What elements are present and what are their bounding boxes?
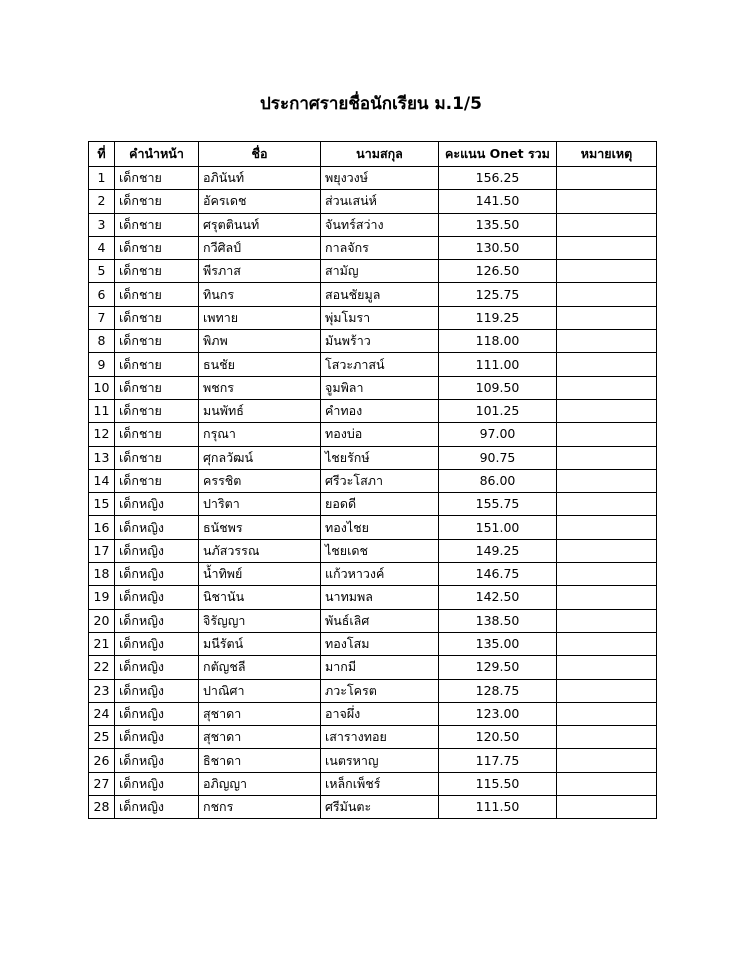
cell-prefix: เด็กหญิง bbox=[115, 679, 199, 702]
cell-no: 1 bbox=[89, 167, 115, 190]
cell-last-name: ไชยเดช bbox=[321, 539, 439, 562]
cell-score: 120.50 bbox=[439, 726, 557, 749]
cell-note bbox=[557, 376, 657, 399]
cell-note bbox=[557, 772, 657, 795]
cell-no: 19 bbox=[89, 586, 115, 609]
header-first-name: ชื่อ bbox=[199, 142, 321, 167]
cell-no: 26 bbox=[89, 749, 115, 772]
table-row bbox=[89, 283, 657, 306]
cell-note bbox=[557, 213, 657, 236]
cell-first-name: กชกร bbox=[199, 796, 321, 819]
cell-last-name: เหล็กเพ็ชร์ bbox=[321, 772, 439, 795]
cell-last-name: สามัญ bbox=[321, 260, 439, 283]
cell-first-name: อัครเดช bbox=[199, 190, 321, 213]
cell-no: 13 bbox=[89, 446, 115, 469]
header-no: ที่ bbox=[89, 142, 115, 167]
cell-no: 22 bbox=[89, 656, 115, 679]
cell-prefix: เด็กหญิง bbox=[115, 539, 199, 562]
header-prefix: คำนำหน้า bbox=[115, 142, 199, 167]
cell-note bbox=[557, 726, 657, 749]
cell-first-name: สุชาดา bbox=[199, 726, 321, 749]
header-score: คะแนน Onet รวม bbox=[439, 142, 557, 167]
cell-prefix: เด็กหญิง bbox=[115, 632, 199, 655]
cell-prefix: เด็กชาย bbox=[115, 423, 199, 446]
cell-no: 9 bbox=[89, 353, 115, 376]
cell-no: 25 bbox=[89, 726, 115, 749]
cell-score: 151.00 bbox=[439, 516, 557, 539]
cell-score: 90.75 bbox=[439, 446, 557, 469]
cell-note bbox=[557, 283, 657, 306]
cell-note bbox=[557, 609, 657, 632]
cell-prefix: เด็กหญิง bbox=[115, 586, 199, 609]
cell-prefix: เด็กหญิง bbox=[115, 702, 199, 725]
cell-score: 111.50 bbox=[439, 796, 557, 819]
cell-note bbox=[557, 702, 657, 725]
cell-no: 4 bbox=[89, 236, 115, 259]
cell-first-name: น้ำทิพย์ bbox=[199, 563, 321, 586]
cell-note bbox=[557, 446, 657, 469]
cell-last-name: จูมพิลา bbox=[321, 376, 439, 399]
cell-score: 125.75 bbox=[439, 283, 557, 306]
table-row bbox=[89, 306, 657, 329]
cell-note bbox=[557, 306, 657, 329]
cell-first-name: พชกร bbox=[199, 376, 321, 399]
cell-score: 138.50 bbox=[439, 609, 557, 632]
table-row bbox=[89, 423, 657, 446]
header-last-name: นามสกุล bbox=[321, 142, 439, 167]
cell-first-name: อภิญญา bbox=[199, 772, 321, 795]
cell-prefix: เด็กหญิง bbox=[115, 796, 199, 819]
cell-prefix: เด็กหญิง bbox=[115, 656, 199, 679]
cell-no: 24 bbox=[89, 702, 115, 725]
table-body bbox=[89, 167, 657, 819]
cell-no: 17 bbox=[89, 539, 115, 562]
cell-no: 2 bbox=[89, 190, 115, 213]
cell-note bbox=[557, 469, 657, 492]
cell-first-name: อภินันท์ bbox=[199, 167, 321, 190]
cell-no: 7 bbox=[89, 306, 115, 329]
cell-last-name: ศรีวะโสภา bbox=[321, 469, 439, 492]
cell-score: 118.00 bbox=[439, 330, 557, 353]
cell-last-name: พันธ์เลิศ bbox=[321, 609, 439, 632]
cell-note bbox=[557, 236, 657, 259]
cell-first-name: ธิชาดา bbox=[199, 749, 321, 772]
cell-first-name: ปาริตา bbox=[199, 493, 321, 516]
table-row bbox=[89, 679, 657, 702]
cell-score: 119.25 bbox=[439, 306, 557, 329]
table-row bbox=[89, 236, 657, 259]
cell-score: 117.75 bbox=[439, 749, 557, 772]
cell-last-name: ภวะโครต bbox=[321, 679, 439, 702]
table-row bbox=[89, 586, 657, 609]
cell-no: 18 bbox=[89, 563, 115, 586]
cell-last-name: สอนชัยมูล bbox=[321, 283, 439, 306]
cell-note bbox=[557, 260, 657, 283]
cell-prefix: เด็กชาย bbox=[115, 399, 199, 422]
cell-first-name: ศรุตตินนท์ bbox=[199, 213, 321, 236]
cell-first-name: มนพัทธ์ bbox=[199, 399, 321, 422]
table-row bbox=[89, 399, 657, 422]
cell-score: 128.75 bbox=[439, 679, 557, 702]
cell-score: 97.00 bbox=[439, 423, 557, 446]
cell-last-name: นาทมพล bbox=[321, 586, 439, 609]
cell-prefix: เด็กหญิง bbox=[115, 772, 199, 795]
cell-first-name: มนีรัตน์ bbox=[199, 632, 321, 655]
cell-first-name: เพทาย bbox=[199, 306, 321, 329]
cell-no: 6 bbox=[89, 283, 115, 306]
table-row bbox=[89, 330, 657, 353]
cell-no: 3 bbox=[89, 213, 115, 236]
cell-note bbox=[557, 749, 657, 772]
cell-no: 28 bbox=[89, 796, 115, 819]
cell-no: 15 bbox=[89, 493, 115, 516]
cell-score: 111.00 bbox=[439, 353, 557, 376]
cell-prefix: เด็กชาย bbox=[115, 236, 199, 259]
cell-score: 129.50 bbox=[439, 656, 557, 679]
table-row bbox=[89, 726, 657, 749]
cell-prefix: เด็กหญิง bbox=[115, 493, 199, 516]
cell-no: 23 bbox=[89, 679, 115, 702]
cell-note bbox=[557, 190, 657, 213]
cell-note bbox=[557, 796, 657, 819]
cell-last-name: มากมี bbox=[321, 656, 439, 679]
cell-score: 109.50 bbox=[439, 376, 557, 399]
cell-last-name: พุ่มโมรา bbox=[321, 306, 439, 329]
cell-first-name: ทินกร bbox=[199, 283, 321, 306]
cell-no: 16 bbox=[89, 516, 115, 539]
cell-score: 149.25 bbox=[439, 539, 557, 562]
student-roster-table bbox=[88, 141, 657, 819]
cell-last-name: ยอดดี bbox=[321, 493, 439, 516]
table-row bbox=[89, 493, 657, 516]
cell-no: 21 bbox=[89, 632, 115, 655]
cell-score: 156.25 bbox=[439, 167, 557, 190]
cell-first-name: จิรัญญา bbox=[199, 609, 321, 632]
cell-last-name: ทองไชย bbox=[321, 516, 439, 539]
cell-prefix: เด็กชาย bbox=[115, 167, 199, 190]
cell-score: 146.75 bbox=[439, 563, 557, 586]
cell-first-name: ธนัชพร bbox=[199, 516, 321, 539]
cell-note bbox=[557, 632, 657, 655]
table-row bbox=[89, 702, 657, 725]
cell-score: 86.00 bbox=[439, 469, 557, 492]
cell-prefix: เด็กหญิง bbox=[115, 516, 199, 539]
cell-score: 130.50 bbox=[439, 236, 557, 259]
cell-note bbox=[557, 586, 657, 609]
table-row bbox=[89, 353, 657, 376]
cell-score: 115.50 bbox=[439, 772, 557, 795]
cell-prefix: เด็กชาย bbox=[115, 306, 199, 329]
cell-prefix: เด็กชาย bbox=[115, 376, 199, 399]
table-row bbox=[89, 772, 657, 795]
cell-prefix: เด็กชาย bbox=[115, 469, 199, 492]
cell-note bbox=[557, 423, 657, 446]
cell-note bbox=[557, 399, 657, 422]
cell-no: 12 bbox=[89, 423, 115, 446]
cell-first-name: กรุณา bbox=[199, 423, 321, 446]
table-row bbox=[89, 260, 657, 283]
cell-first-name: นิชานัน bbox=[199, 586, 321, 609]
cell-note bbox=[557, 679, 657, 702]
table-row bbox=[89, 539, 657, 562]
cell-no: 10 bbox=[89, 376, 115, 399]
cell-last-name: มันพร้าว bbox=[321, 330, 439, 353]
cell-prefix: เด็กหญิง bbox=[115, 749, 199, 772]
table-row bbox=[89, 609, 657, 632]
table-row bbox=[89, 563, 657, 586]
cell-prefix: เด็กหญิง bbox=[115, 726, 199, 749]
cell-score: 141.50 bbox=[439, 190, 557, 213]
header-note: หมายเหตุ bbox=[557, 142, 657, 167]
cell-note bbox=[557, 656, 657, 679]
cell-last-name: จันทร์สว่าง bbox=[321, 213, 439, 236]
cell-score: 135.50 bbox=[439, 213, 557, 236]
header-row bbox=[89, 142, 657, 167]
cell-last-name: แก้วหาวงค์ bbox=[321, 563, 439, 586]
cell-last-name: กาลจักร bbox=[321, 236, 439, 259]
cell-last-name: ส่วนเสน่ห์ bbox=[321, 190, 439, 213]
table-header bbox=[89, 142, 657, 167]
cell-first-name: กวีศิลป์ bbox=[199, 236, 321, 259]
cell-no: 5 bbox=[89, 260, 115, 283]
cell-last-name: เสารางทอย bbox=[321, 726, 439, 749]
cell-first-name: ธนชัย bbox=[199, 353, 321, 376]
cell-first-name: นภัสวรรณ bbox=[199, 539, 321, 562]
cell-prefix: เด็กชาย bbox=[115, 260, 199, 283]
cell-note bbox=[557, 539, 657, 562]
cell-note bbox=[557, 493, 657, 516]
cell-first-name: พิภพ bbox=[199, 330, 321, 353]
cell-note bbox=[557, 353, 657, 376]
cell-score: 142.50 bbox=[439, 586, 557, 609]
table-row bbox=[89, 469, 657, 492]
cell-score: 126.50 bbox=[439, 260, 557, 283]
cell-prefix: เด็กชาย bbox=[115, 330, 199, 353]
cell-prefix: เด็กหญิง bbox=[115, 563, 199, 586]
cell-first-name: กตัญชลี bbox=[199, 656, 321, 679]
table-row bbox=[89, 446, 657, 469]
cell-first-name: ครรชิต bbox=[199, 469, 321, 492]
table-row bbox=[89, 656, 657, 679]
page-title: ประกาศรายชื่อนักเรียน ม.1/5 bbox=[260, 94, 482, 114]
cell-score: 101.25 bbox=[439, 399, 557, 422]
cell-prefix: เด็กชาย bbox=[115, 283, 199, 306]
table-row bbox=[89, 632, 657, 655]
cell-no: 27 bbox=[89, 772, 115, 795]
cell-last-name: ไชยรักษ์ bbox=[321, 446, 439, 469]
table-row bbox=[89, 376, 657, 399]
cell-prefix: เด็กหญิง bbox=[115, 609, 199, 632]
cell-last-name: โสวะภาสน์ bbox=[321, 353, 439, 376]
cell-prefix: เด็กชาย bbox=[115, 213, 199, 236]
cell-note bbox=[557, 330, 657, 353]
table-row bbox=[89, 190, 657, 213]
cell-first-name: ปาณิศา bbox=[199, 679, 321, 702]
cell-last-name: ทองบ่อ bbox=[321, 423, 439, 446]
cell-no: 11 bbox=[89, 399, 115, 422]
cell-note bbox=[557, 516, 657, 539]
cell-prefix: เด็กชาย bbox=[115, 190, 199, 213]
table-row bbox=[89, 213, 657, 236]
table-row bbox=[89, 516, 657, 539]
cell-first-name: ศุกลวัฒน์ bbox=[199, 446, 321, 469]
cell-score: 135.00 bbox=[439, 632, 557, 655]
cell-no: 20 bbox=[89, 609, 115, 632]
table-row bbox=[89, 167, 657, 190]
cell-prefix: เด็กชาย bbox=[115, 353, 199, 376]
cell-last-name: เนตรหาญ bbox=[321, 749, 439, 772]
cell-score: 123.00 bbox=[439, 702, 557, 725]
cell-last-name: คำทอง bbox=[321, 399, 439, 422]
cell-no: 8 bbox=[89, 330, 115, 353]
cell-note bbox=[557, 563, 657, 586]
cell-first-name: สุชาดา bbox=[199, 702, 321, 725]
table-row bbox=[89, 749, 657, 772]
table-row bbox=[89, 796, 657, 819]
cell-first-name: พีรภาส bbox=[199, 260, 321, 283]
cell-prefix: เด็กชาย bbox=[115, 446, 199, 469]
cell-note bbox=[557, 167, 657, 190]
cell-score: 155.75 bbox=[439, 493, 557, 516]
cell-last-name: ศรีมันตะ bbox=[321, 796, 439, 819]
cell-last-name: ทองโสม bbox=[321, 632, 439, 655]
cell-no: 14 bbox=[89, 469, 115, 492]
cell-last-name: พยุงวงษ์ bbox=[321, 167, 439, 190]
cell-last-name: อาจผึ่ง bbox=[321, 702, 439, 725]
